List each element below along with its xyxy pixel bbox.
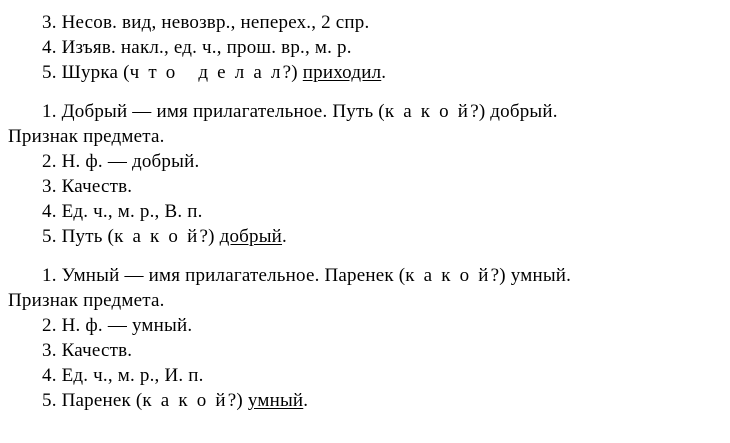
underlined-word: добрый — [219, 226, 283, 247]
text-segment: 1. Добрый — имя прилагательное. Путь ( — [42, 101, 385, 122]
text-segment: 4. Ед. ч., м. р., В. п. — [42, 201, 203, 222]
underlined-word: приходил — [302, 62, 382, 83]
document-body — [8, 10, 722, 413]
spaced-question-word: ч т о д е л а л — [129, 62, 283, 83]
text-segment: 3. Качеств. — [42, 176, 133, 197]
text-line — [8, 199, 722, 224]
text-line — [8, 224, 722, 249]
text-line — [8, 313, 722, 338]
text-line — [8, 338, 722, 363]
text-segment: 4. Ед. ч., м. р., И. п. — [42, 365, 204, 386]
text-line — [8, 10, 722, 35]
text-line — [8, 363, 722, 388]
text-segment: Признак предмета. — [8, 126, 165, 147]
text-line — [8, 149, 722, 174]
text-segment: . — [303, 390, 309, 411]
text-segment: 3. Качеств. — [42, 340, 133, 361]
text-line — [8, 35, 722, 60]
text-segment: 5. Путь ( — [42, 226, 115, 247]
analysis-block — [8, 10, 722, 85]
text-line — [8, 99, 722, 124]
paragraph-gap — [8, 249, 722, 263]
text-line — [8, 124, 722, 149]
text-line — [8, 288, 722, 313]
spaced-question-word: к а к о й — [114, 226, 200, 247]
text-segment: ?) умный. — [490, 265, 572, 286]
text-line — [8, 263, 722, 288]
analysis-block — [8, 263, 722, 413]
spaced-question-word: к а к о й — [405, 265, 491, 286]
text-segment: Признак предмета. — [8, 290, 165, 311]
text-segment: . — [282, 226, 287, 247]
text-line — [8, 60, 722, 85]
text-line — [8, 388, 722, 413]
text-segment: 1. Умный — имя прилагательное. Паренек ( — [42, 265, 406, 286]
analysis-block — [8, 99, 722, 249]
text-segment: 2. Н. ф. — добрый. — [42, 151, 200, 172]
text-segment: 2. Н. ф. — умный. — [42, 315, 193, 336]
text-segment: . — [381, 62, 387, 83]
text-segment: 3. Несов. вид, невозвр., неперех., 2 спр. — [42, 12, 370, 33]
text-segment: 5. Шурка ( — [42, 62, 130, 83]
text-segment: ?) — [227, 390, 248, 411]
spaced-question-word: к а к о й — [384, 101, 471, 122]
text-segment: 5. Паренек ( — [42, 390, 143, 411]
text-segment: ?) добрый. — [470, 101, 558, 122]
underlined-word: умный — [247, 390, 304, 411]
text-line — [8, 174, 722, 199]
text-segment: 4. Изъяв. накл., ед. ч., прош. вр., м. р. — [42, 37, 352, 58]
text-segment: ?) — [199, 226, 220, 247]
paragraph-gap — [8, 85, 722, 99]
spaced-question-word: к а к о й — [142, 390, 228, 411]
text-segment: ?) — [282, 62, 303, 83]
